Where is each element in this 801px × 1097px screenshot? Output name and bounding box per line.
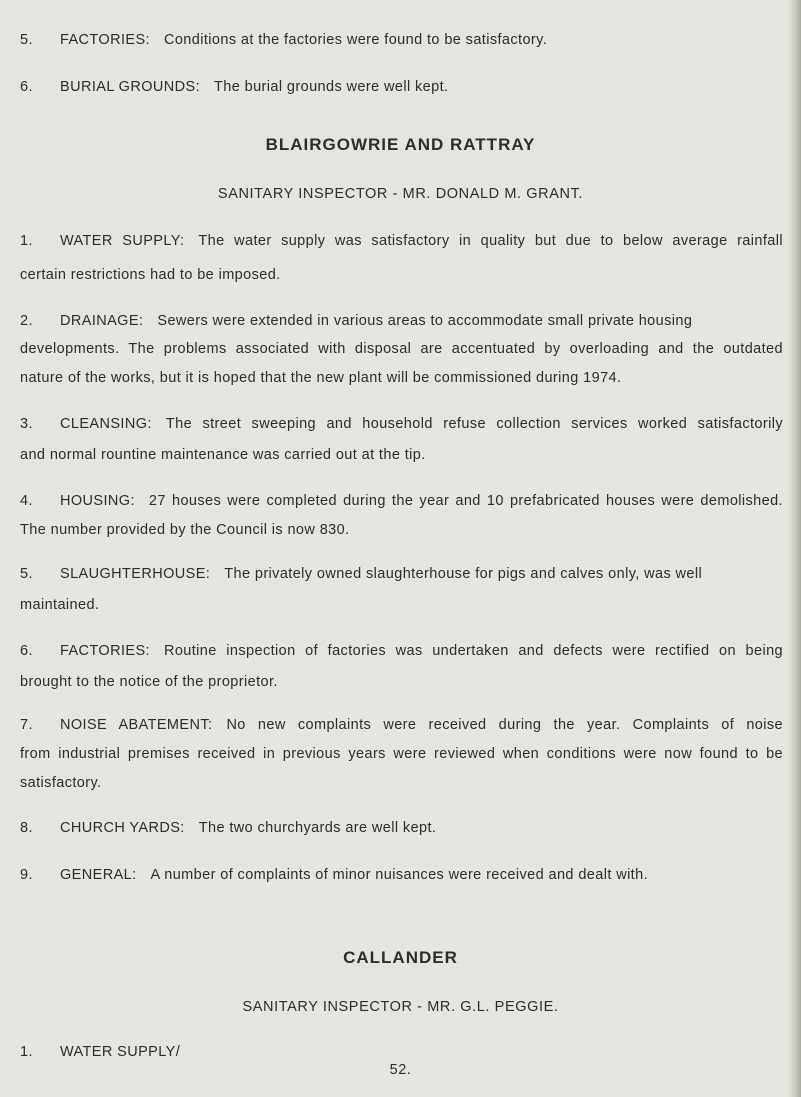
inspector-line-callander: SANITARY INSPECTOR - MR. G.L. PEGGIE. <box>242 999 559 1015</box>
item-text: Conditions at the factories were found to be satisfactory. <box>163 32 548 48</box>
item-text: A number of complaints of minor nuisances were received and dealt with. <box>150 867 649 883</box>
item-text: The burial grounds were well kept. <box>214 79 449 95</box>
item-housing <box>20 493 783 509</box>
item-number: 2. <box>20 313 33 329</box>
item-factories <box>20 643 783 659</box>
item-heading: WATER SUPPLY: <box>60 233 185 249</box>
item-number: 4. <box>20 493 33 509</box>
item-callander-water-supply <box>20 1044 783 1060</box>
item-heading: CLEANSING: <box>60 416 152 432</box>
item-number: 5. <box>20 566 33 582</box>
item-number: 9. <box>20 867 33 883</box>
inspector-line-blairgowrie: SANITARY INSPECTOR - MR. DONALD M. GRANT. <box>217 186 584 202</box>
item-text-continued: certain restrictions had to be imposed. <box>20 267 281 283</box>
item-church-yards <box>20 820 783 836</box>
item-number: 6. <box>20 643 33 659</box>
section-title-blairgowrie: BLAIRGOWRIE AND RATTRAY <box>265 135 536 154</box>
item-text: Routine inspection of factories was undertaken and defects were rectified on being <box>163 643 783 659</box>
section-title-callander: CALLANDER <box>343 948 458 967</box>
item-heading: BURIAL GROUNDS: <box>60 79 201 95</box>
item-number: 8. <box>20 820 33 836</box>
item-heading: FACTORIES: <box>60 32 150 48</box>
item-heading: FACTORIES: <box>60 643 150 659</box>
item-number: 1. <box>20 1044 33 1060</box>
item-text-continued: brought to the notice of the proprietor. <box>20 674 278 690</box>
page-number: 52. <box>389 1062 412 1078</box>
item-text: 27 houses were completed during the year and 10 prefabricated houses were demolished. <box>148 493 783 509</box>
item-text: The water supply was satisfactory in quality but due to below average rainfall <box>198 233 783 249</box>
item-number: 1. <box>20 233 33 249</box>
item-heading: WATER SUPPLY/ <box>60 1044 181 1060</box>
item-text-continued: developments. The problems associated with disposal are accentuated by overloading and the outdated <box>20 341 783 357</box>
item-text-continued: maintained. <box>20 597 100 613</box>
item-heading: NOISE ABATEMENT: <box>60 717 213 733</box>
page-edge-shadow <box>787 0 801 1097</box>
item-general <box>20 867 783 883</box>
item-text-continued: The number provided by the Council is now 830. <box>20 522 350 538</box>
item-number: 7. <box>20 717 33 733</box>
top-item-6 <box>20 79 783 95</box>
item-text: The two churchyards are well kept. <box>198 820 437 836</box>
item-text-continued: satisfactory. <box>20 775 102 791</box>
item-cleansing <box>20 416 783 432</box>
item-heading: CHURCH YARDS: <box>60 820 185 836</box>
item-number: 5. <box>20 32 33 48</box>
item-heading: SLAUGHTERHOUSE: <box>60 566 211 582</box>
item-text: The privately owned slaughterhouse for pigs and calves only, was well <box>224 566 703 582</box>
item-heading: DRAINAGE: <box>60 313 144 329</box>
item-drainage <box>20 313 783 329</box>
item-heading: HOUSING: <box>60 493 135 509</box>
item-text-continued: nature of the works, but it is hoped that the new plant will be commissioned during 1974. <box>20 370 622 386</box>
item-water-supply <box>20 233 783 249</box>
item-text-continued: and normal rountine maintenance was carried out at the tip. <box>20 447 426 463</box>
item-text: The street sweeping and household refuse collection services worked satisfactorily <box>165 416 783 432</box>
item-text: Sewers were extended in various areas to accommodate small private housing <box>157 313 693 329</box>
item-heading: GENERAL: <box>60 867 137 883</box>
top-item-5 <box>20 32 783 48</box>
item-noise-abatement <box>20 717 783 733</box>
item-number: 3. <box>20 416 33 432</box>
item-text-continued: from industrial premises received in previous years were reviewed when conditions were now found to be <box>20 746 783 762</box>
item-number: 6. <box>20 79 33 95</box>
item-slaughterhouse <box>20 566 783 582</box>
item-text: No new complaints were received during the year. Complaints of noise <box>226 717 783 733</box>
